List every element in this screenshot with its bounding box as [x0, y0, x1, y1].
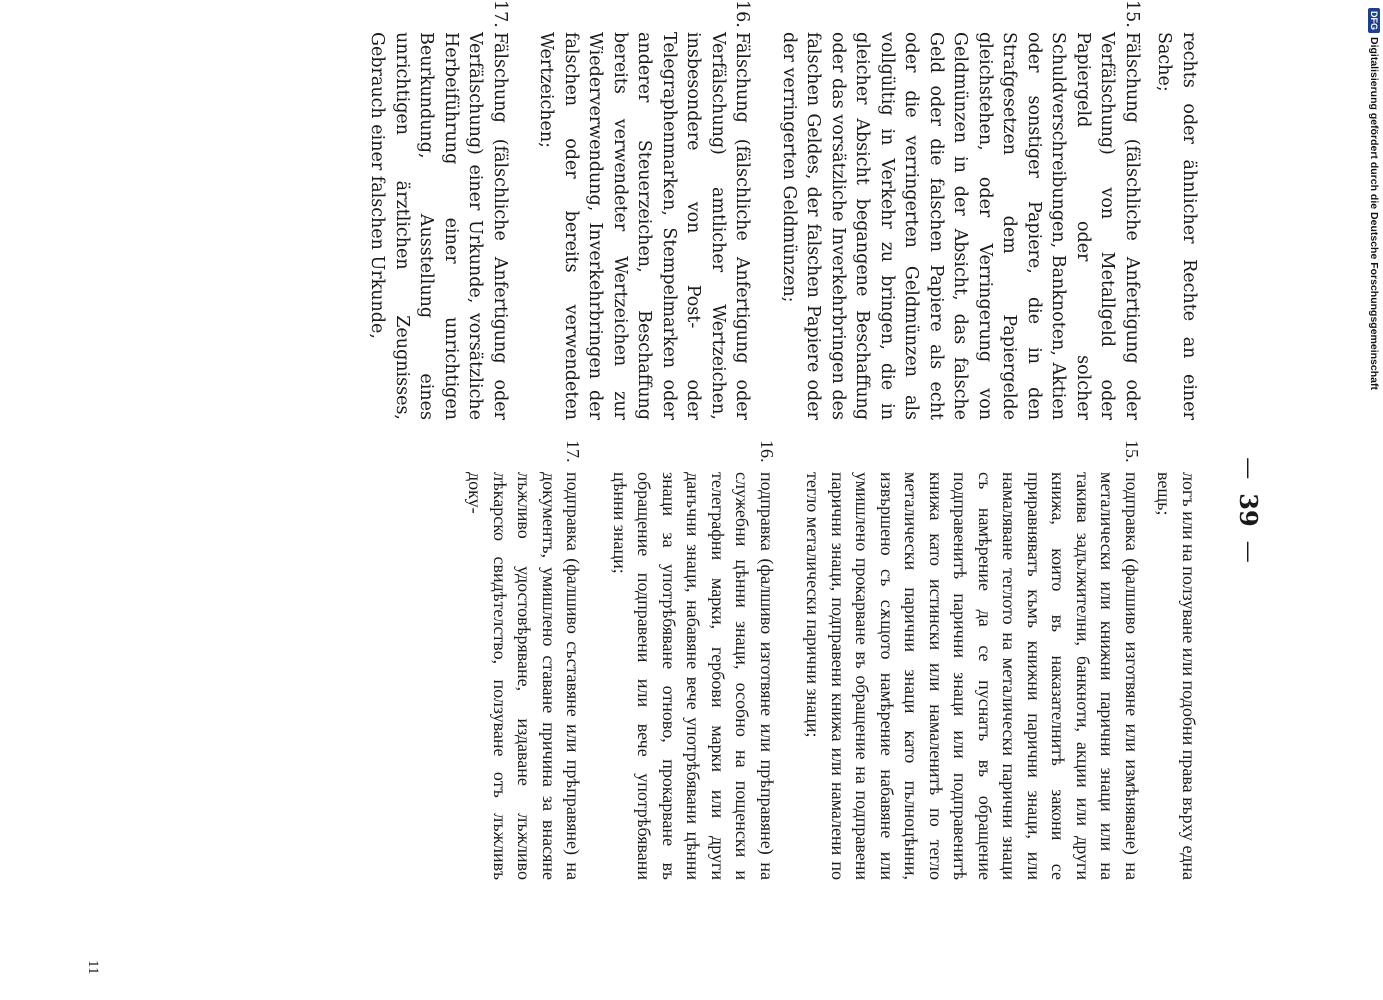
bulgarian-entry-16	[608, 440, 780, 880]
entry-number: 17.	[563, 440, 584, 463]
entry-text: подправка (фалшиво изготвяне или измѣняване) на металически или книжни парични знаци или на такива задължителни, банкноти, акции или други книжа, които въ наказателнитѣ закони се приравняватъ къмъ книжни парични знаци, или намаляване теглото на металически парични знаци съ намѣрение да се пуснатъ въ обращение подправенитѣ парични знаци или подправенитѣ книжа като истински или намаленитѣ по тегло металически парични знаци като пълноцѣнни, извършено съ сѫщото намѣрение набавяне или умишлено прокарване въ обращение на подправени парични знаци, подправени книжа или намалени по тегло металически парични знаци;	[803, 472, 1142, 880]
entry-text: подправка (фалшиво съставяне или прѣправяне) на документъ, умишлено ставане причина за внасяне лъжливо удостовѣряване, издаване лъжливо лѣкарско свидѣтелство, ползуване отъ лъжливъ доку-	[465, 472, 584, 880]
german-lead-text: rechts oder ähnlicher Rechte an einer Sache;	[1154, 32, 1199, 420]
page-header	[1229, 420, 1269, 600]
entry-number: 16.	[732, 0, 753, 28]
credit-text: Digitalisierung gefördert durch die Deutsche Forschungsgemeinschaft	[1368, 37, 1380, 390]
entry-text: Fälschung (fälschliche Anfertigung oder Verfälschung) einer Urkunde, vorsätzliche Herbeiführung einer unrichtigen Beurkundung, Ausstellung eines unrichtigen ärztlichen Zeugnisses, Gebrauch einer falschen Urkunde,	[367, 32, 510, 420]
german-entry-15	[777, 0, 1145, 420]
bulgarian-lead-text: логъ или на ползуване или подобни права върху една вещь;	[1154, 472, 1199, 880]
entry-text: Fälschung (fälschliche Anfertigung oder Verfälschung) von Metallgeld oder Papiergeld oder solcher Schuldverschreibungen, Banknoten, Aktien oder sonstiger Papiere, die in den Strafgesetzen dem Papiergelde gleichstehen, oder Verringerung von Geldmünzen in der Absicht, das falsche Geld oder die falschen Papiere als echt oder die verringerten Geldmünzen als vollgültig in Verkehr zu bringen, die in gleicher Absicht begangene Beschaffung oder das vorsätzliche Inverkehrbringen des falschen Geldes, der falschen Papiere oder der verringerten Geldmünzen;	[779, 32, 1142, 420]
german-entry-17	[365, 0, 512, 420]
german-entry-16	[534, 0, 755, 420]
page-number: 39	[1234, 493, 1264, 527]
german-column	[343, 0, 1201, 420]
entry-text: Fälschung (fälschliche Anfertigung oder Verfälschung) amtlicher Wertzeichen, insbesondere von Post- oder Telegraphenmarken, Stempelmarken oder anderer Steuerzeichen, Beschaffung bereits verwendeter Wertzeichen zur Wiederverwendung, Inverkehrbringen der falschen oder bereits verwendeten Wertzeichen;	[536, 32, 753, 420]
bulgarian-column	[441, 440, 1201, 880]
bulgarian-entry-15	[801, 440, 1144, 880]
entry-number: 16.	[757, 440, 777, 463]
digitization-credit	[1366, 8, 1383, 998]
entry-number: 15.	[1122, 0, 1142, 28]
rotated-text-block	[85, 0, 1291, 980]
signature-mark: 11	[85, 960, 101, 975]
bulgarian-entry-17	[463, 440, 586, 880]
entry-number: 17.	[490, 0, 510, 28]
dfg-logo: DFG	[1368, 8, 1380, 33]
header-dash-left: —	[1236, 457, 1262, 480]
entry-number: 15.	[1122, 440, 1142, 463]
entry-text: подправка (фалшиво изготвяне или прѣправяне) на служебни цѣнни знаци, особно на пощенски и телеграфни марки, гербови марки или други данъчни знаци, набавяне вече употрѣбявани цѣнни знаци за употрѣбяване отново, прокарване въ обращение подправени или вече употрѣбявани цѣнни знаци;	[610, 472, 777, 880]
header-dash-right: —	[1236, 540, 1262, 563]
